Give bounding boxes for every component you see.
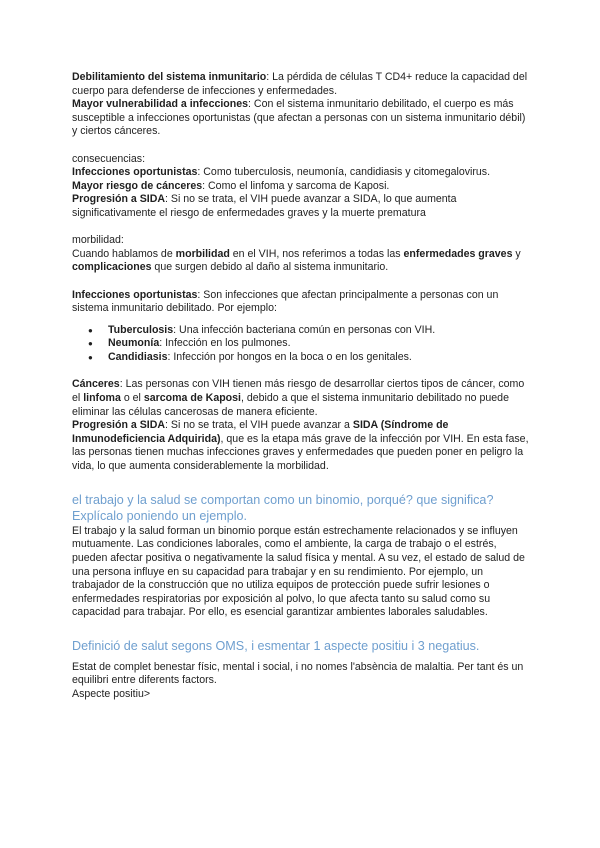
text: Cuando hablamos de — [72, 247, 176, 260]
section-title-morbidity: morbilidad: — [72, 234, 124, 247]
paragraph-vulnerability — [72, 98, 532, 139]
positive-aspect-label: Aspecte positiu> — [72, 687, 151, 700]
question-heading-work-health: el trabajo y la salud se comportan como un binomio, porqué? que significa? Explícalo poniendo un ejemplo. — [72, 492, 494, 524]
term: Neumonía — [108, 337, 160, 350]
text: , debido a que el sistema inmunitario debilitado no puede eliminar las células cancerosas de manera eficiente. — [72, 392, 509, 418]
term: Debilitamiento del sistema inmunitario — [72, 71, 267, 83]
text: : Las personas con VIH tienen más riesgo de desarrollar ciertos tipos de cáncer, como el — [72, 378, 525, 405]
answer-who-definition: Estat de complet benestar físic, mental i social, i no nomes l'absència de malaltia. Per tant és un equilibri entre diferents factors. — [72, 660, 524, 687]
text: : Como tuberculosis, neumonía, candidiasis y citomegalovirus. — [197, 166, 491, 179]
text: : La pérdida de células T CD4+ reduce la capacidad del cuerpo para defenderse de infecciones y enfermedades. — [72, 71, 528, 97]
term: SIDA (Síndrome de Inmunodeficiencia Adquirida) — [72, 419, 449, 445]
term: Progresión a SIDA — [72, 193, 166, 206]
term: Candidiasis — [108, 350, 168, 363]
text: o el — [120, 392, 144, 405]
term: Tuberculosis — [108, 323, 174, 336]
text: : Con el sistema inmunitario debilitado, el cuerpo es más susceptible a infecciones oportunistas (que afectan a personas con un sistema inmunitario débil) y ciertos cánceres. — [72, 98, 526, 138]
text: : Si no se trata, el VIH puede avanzar a SIDA, lo que aumenta significativamente el riesgo de enfermedades graves y la muerte prematura — [72, 193, 457, 219]
term: linfoma — [83, 392, 121, 405]
text: y — [512, 247, 521, 260]
paragraph-morbidity — [72, 248, 532, 275]
term: morbilidad — [175, 247, 230, 260]
list-item — [88, 351, 532, 365]
answer-work-health: El trabajo y la salud forman un binomio porque están estrechamente relacionados y se influyen mutuamente. Las condiciones laborales, como el ambiente, la carga de trabajo o el estrés, pueden afectar positiva o negativamente la salud física y mental. A su vez, el estado de salud de una persona influye en su capacidad para trabajar y en su rendimiento. Por ejemplo, un trabajador de la construcción que no utiliza equipos de protección puede sufrir lesiones o enfermedades respiratorias por exposición al polvo, lo que afecta tanto su salud como su capacidad para trabajar. Por ello, es esencial garantizar ambientes laborales saludables. — [72, 524, 525, 619]
paragraph-cancers — [72, 378, 532, 419]
text: : Como el linfoma y sarcoma de Kaposi. — [202, 179, 390, 192]
paragraph-aids — [72, 419, 532, 473]
term: complicaciones — [72, 261, 152, 274]
term: Mayor vulnerabilidad a infecciones — [72, 98, 249, 111]
text: : Una infección bacteriana común en personas con VIH. — [173, 323, 436, 336]
list-item — [88, 337, 532, 351]
term: Progresión a SIDA — [72, 419, 166, 432]
bullet-list — [72, 324, 532, 365]
term: Infecciones oportunistas — [72, 166, 198, 179]
paragraph-cancer-risk — [72, 180, 532, 194]
document-page — [72, 71, 532, 701]
question-heading-who-definition: Definició de salut segons OMS, i esmentar 1 aspecte positiu i 3 negatius. — [72, 638, 480, 653]
term: Mayor riesgo de cánceres — [72, 179, 203, 192]
term: enfermedades graves — [403, 247, 513, 260]
text: en el VIH, nos referimos a todas las — [229, 247, 404, 260]
term: sarcoma de Kaposi — [143, 392, 241, 405]
text: : Infección por hongos en la boca o en los genitales. — [167, 350, 412, 363]
paragraph-opportunistic-infections — [72, 289, 532, 316]
paragraph-opportunistic — [72, 166, 532, 180]
text: : Infección en los pulmones. — [159, 337, 291, 350]
list-item — [88, 324, 532, 338]
text: : Si no se trata, el VIH puede avanzar a — [165, 419, 353, 432]
text: , que es la etapa más grave de la infección por VIH. En esta fase, las personas tienen muchas infecciones graves y enfermedades que pueden poner en peligro la vida, lo que aumenta considerablemente la morbilidad. — [72, 432, 529, 473]
paragraph-aids-progression — [72, 193, 532, 220]
paragraph-immune-weakening — [72, 71, 532, 98]
section-title-consequences: consecuencias: — [72, 152, 146, 165]
text: que surgen debido al daño al sistema inmunitario. — [151, 261, 389, 274]
term: Cánceres — [72, 378, 120, 391]
text: : Son infecciones que afectan principalmente a personas con un sistema inmunitario debilitado. Por ejemplo: — [72, 288, 499, 315]
term: Infecciones oportunistas — [72, 288, 198, 301]
